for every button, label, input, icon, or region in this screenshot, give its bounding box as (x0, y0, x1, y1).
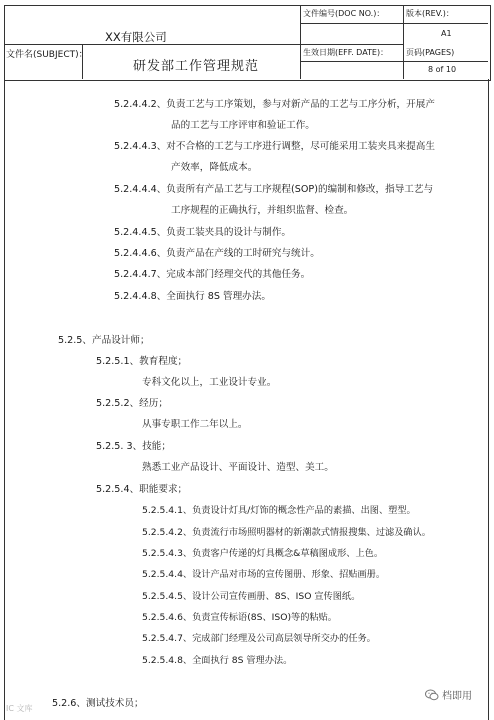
pages-label: 页码(PAGES) (406, 48, 455, 57)
pages-value: 8 of 10 (428, 65, 457, 74)
clause-5-2-5-4-6: 5.2.5.4.6、负责宣传标语(8S、ISO)等的粘贴。 (142, 612, 337, 623)
wechat-icon (425, 689, 439, 701)
clause-5-2-5-4-2: 5.2.5.4.2、负责流行市场照明器材的新潮款式情报搜集、过滤及确认。 (142, 527, 431, 538)
clause-5-2-4-4-3: 5.2.4.4.3、对不合格的工艺与工序进行调整，尽可能采用工装夹具来提高生 (114, 141, 435, 152)
clause-5-2-4-4-6: 5.2.4.4.6、负责产品在产线的工时研究与统计。 (114, 248, 320, 259)
clause-5-2-5-4-5: 5.2.5.4.5、设计公司宣传画册、8S、ISO 宣传图纸。 (142, 591, 361, 602)
section-5-2-6: 5.2.6、测试技术员； (52, 698, 144, 709)
clause-5-2-5-1-value: 专科文化以上，工业设计专业。 (142, 377, 277, 388)
page-border-right (488, 79, 489, 720)
clause-5-2-5-2: 5.2.5.2、经历； (96, 398, 168, 409)
clause-5-2-4-4-4: 5.2.4.4.4、负责所有产品工艺与工序规程(SOP)的编制和修改，指导工艺与 (114, 184, 434, 195)
clause-5-2-4-4-2: 5.2.4.4.2、负责工艺与工序策划，参与对新产品的工艺与工序分析，开展产 (114, 99, 435, 110)
subject-title: 研发部工作管理规范 (133, 59, 260, 74)
clause-5-2-4-4-5: 5.2.4.4.5、负责工装夹具的设计与制作。 (114, 227, 292, 238)
page-border-left (4, 79, 5, 720)
clause-5-2-5-4-7: 5.2.5.4.7、完成部门经理及公司高层领导所交办的任务。 (142, 633, 376, 644)
clause-5-2-5-4-3: 5.2.5.4.3、负责客户传递的灯具概念&草稿图成形、上色。 (142, 548, 384, 559)
clause-5-2-5-2-value: 从事专职工作二年以上。 (142, 419, 248, 430)
watermark-right-text: 档即用 (442, 691, 472, 702)
rev-label: 版本(REV.)： (406, 9, 454, 18)
clause-5-2-5-1: 5.2.5.1、教育程度； (96, 356, 188, 367)
watermark-right (425, 687, 472, 702)
subject-label: 文件名(SUBJECT)： (6, 50, 88, 60)
clause-5-2-4-4-2-cont: 品的工艺与工序评审和验证工作。 (171, 120, 315, 131)
clause-5-2-4-4-4-cont: 工序规程的正确执行，并组织监督、检查。 (171, 205, 354, 216)
clause-5-2-4-4-7: 5.2.4.4.7、完成本部门经理交代的其他任务。 (114, 269, 311, 280)
section-5-2-5: 5.2.5、产品设计师； (58, 335, 150, 346)
clause-5-2-5-3: 5.2.5. 3、技能； (96, 441, 171, 452)
eff-date-label: 生效日期(EFF. DATE)： (303, 48, 389, 57)
clause-5-2-5-4-8: 5.2.5.4.8、全面执行 8S 管理办法。 (142, 655, 293, 666)
company-name: XX有限公司 (105, 30, 167, 44)
doc-no-label: 文件编号(DOC NO.)： (303, 9, 385, 18)
clause-5-2-5-3-value: 熟悉工业产品设计、平面设计、造型、美工。 (142, 462, 334, 473)
clause-5-2-4-4-3-cont: 产效率，降低成本。 (171, 162, 258, 173)
watermark-left: IC 文库 (6, 704, 33, 713)
clause-5-2-5-4-4: 5.2.5.4.4、设计产品对市场的宣传图册、形象、招贴画册。 (142, 569, 386, 580)
clause-5-2-5-4: 5.2.5.4、职能要求； (96, 484, 188, 495)
clause-5-2-5-4-1: 5.2.5.4.1、负责设计灯具/灯饰的概念性产品的素描、出图、塑型。 (142, 505, 416, 516)
clause-5-2-4-4-8: 5.2.4.4.8、全面执行 8S 管理办法。 (114, 291, 271, 302)
rev-value: A1 (441, 29, 452, 38)
